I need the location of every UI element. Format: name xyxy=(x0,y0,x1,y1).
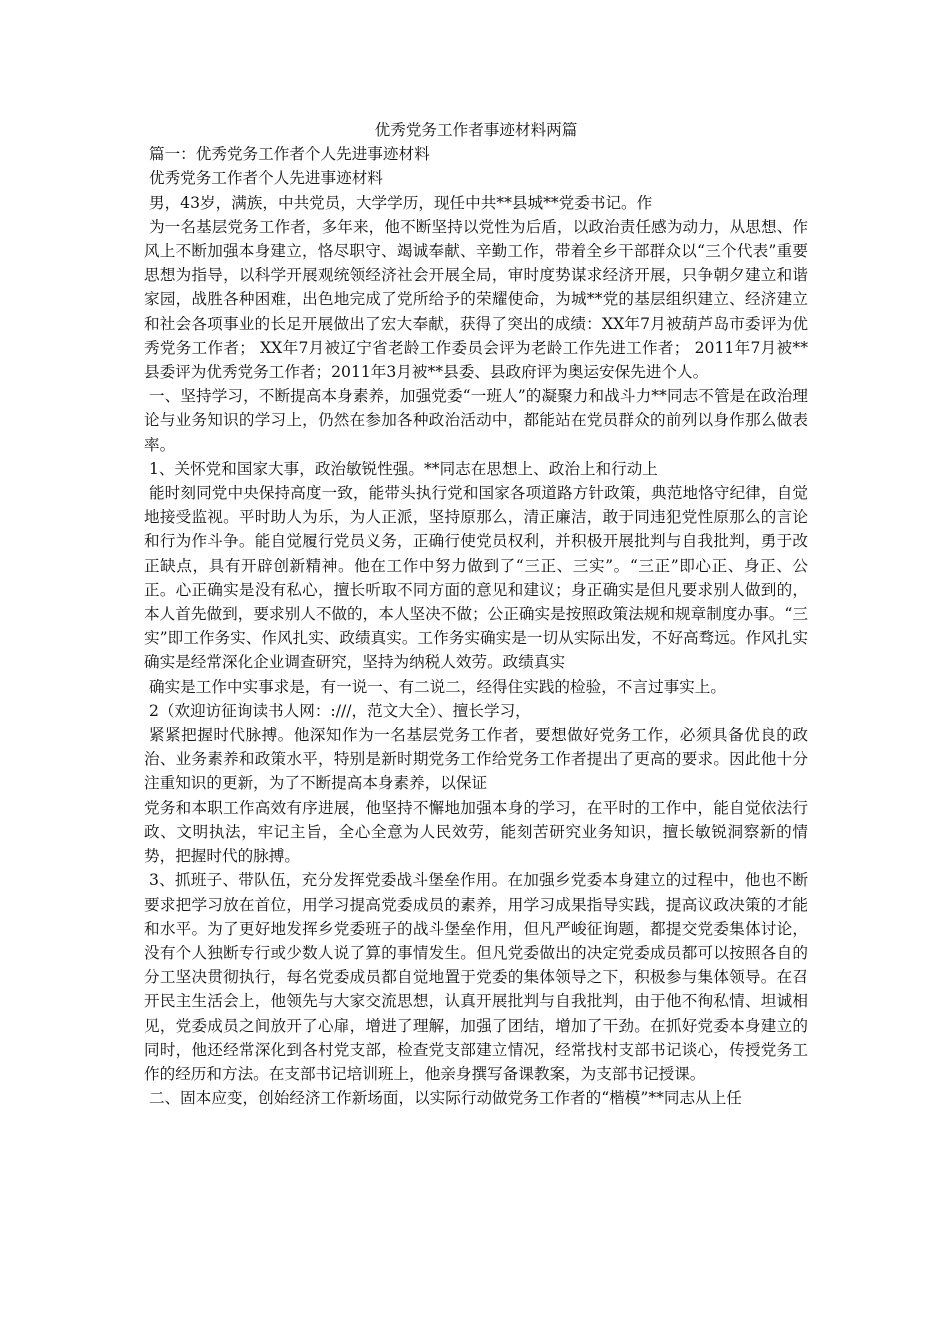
paragraph: 男，43岁，满族，中共党员，大学学历，现任中共**县城**党委书记。作 xyxy=(148,193,653,212)
document-page xyxy=(144,118,808,1110)
paragraph: 确实是工作中实事求是，有一说一、有二说二，经得住实践的检验，不言过事实上。 xyxy=(148,677,726,696)
paragraph: 3、抓班子、带队伍，充分发挥党委战斗堡垒作用。在加强乡党委本身建立的过程中，他也不断要求把学习放在首位，用学习提高党委成员的素养，用学习成果指导实践，提高议政决策的才能和水平。为了更好地发挥乡党委班子的战斗堡垒作用，但凡严峻征询题，都提交党委集体讨论，没有个人独断专行或少数人说了算的事情发生。但凡党委做出的决定党委成员都可以按照各自的分工坚决贯彻执行，每名党委成员都自觉地置于党委的集体领导之下，积极参与集体领导。在召开民主生活会上，他领先与大家交流思想，认真开展批判与自我批判，由于他不徇私情、坦诚相见，党委成员之间放开了心扉，增进了理解，加强了团结，增加了干劲。在抓好党委本身建立的同时，他还经常深化到各村党支部，检查党支部建立情况，经常找村支部书记谈心，传授党务工作的经历和方法。在支部书记培训班上，他亲身撰写备课教案，为支部书记授课。 xyxy=(144,871,808,1083)
paragraph: 篇一：优秀党务工作者个人先进事迹材料 xyxy=(148,145,430,164)
paragraph: 1、关怀党和国家大事，政治敏锐性强。**同志在思想上、政治上和行动上 xyxy=(148,459,658,478)
paragraph: 一、坚持学习，不断提高本身素养，加强党委“一班人”的凝聚力和战斗力**同志不管是在政治理论与业务知识的学习上，仍然在参加各种政治活动中，都能站在党员群众的前列以身作那么做表率。 xyxy=(144,387,808,454)
paragraph: 优秀党务工作者个人先进事迹材料 xyxy=(148,169,383,188)
document-title: 优秀党务工作者事迹材料两篇 xyxy=(374,121,578,139)
paragraph: 为一名基层党务工作者，多年来，他不断坚持以党性为后盾，以政治责任感为动力，从思想、作风上不断加强本身建立，恪尽职守、竭诚奉献、辛勤工作，带着全乡干部群众以“三个代表”重要思想为指导，以科学开展观统领经济社会开展全局，审时度势谋求经济开展，只争朝夕建立和谐家园，战胜各种困难，出色地完成了党所给予的荣耀使命，为城**党的基层组织建立、经济建立和社会各项事业的长足开展做出了宏大奉献，获得了突出的成绩：XX年7月被葫芦岛市委评为优秀党务工作者； XX年7月被辽宁省老龄工作委员会评为老龄工作先进工作者； 2011年7月被**县委评为优秀党务工作者；2011年3月被**县委、县政府评为奥运安保先进个人。 xyxy=(144,217,808,382)
paragraph: 紧紧把握时代脉搏。他深知作为一名基层党务工作者，要想做好党务工作，必须具备优良的政治、业务素养和政策水平，特别是新时期党务工作给党务工作者提出了更高的要求。因此他十分注重知识的更新，为了不断提高本身素养，以保证 xyxy=(144,726,808,793)
document-body xyxy=(144,142,808,1110)
paragraph: 能时刻同党中央保持高度一致，能带头执行党和国家各项道路方针政策，典范地恪守纪律，自觉地接受监视。平时助人为乐，为人正派，坚持原那么，清正廉洁，敢于同违犯党性原那么的言论和行为作斗争。能自觉履行党员义务，正确行使党员权利，并积极开展批判与自我批判，勇于改正缺点，具有开辟创新精神。他在工作中努力做到了“三正、三实”。“三正”即心正、身正、公正。心正确实是没有私心，擅长听取不同方面的意见和建议；身正确实是但凡要求别人做到的，本人首先做到，要求别人不做的，本人坚决不做；公正确实是按照政策法规和规章制度办事。“三实”即工作务实、作风扎实、政绩真实。工作务实确实是一切从实际出发，不好高骛远。作风扎实确实是经常深化企业调查研究，坚持为纳税人效劳。政绩真实 xyxy=(144,484,808,672)
paragraph: 二、固本应变，创始经济工作新场面，以实际行动做党务工作者的“楷模”**同志从上任 xyxy=(148,1089,742,1108)
paragraph: 2（欢迎访征询读书人网：:///，范文大全）、擅长学习， xyxy=(148,701,531,720)
paragraph: 党务和本职工作高效有序进展，他坚持不懈地加强本身的学习，在平时的工作中，能自觉依法行政、文明执法，牢记主旨，全心全意为人民效劳，能刻苦研究业务知识，擅长敏锐洞察新的情势，把握时代的脉搏。 xyxy=(144,798,808,866)
